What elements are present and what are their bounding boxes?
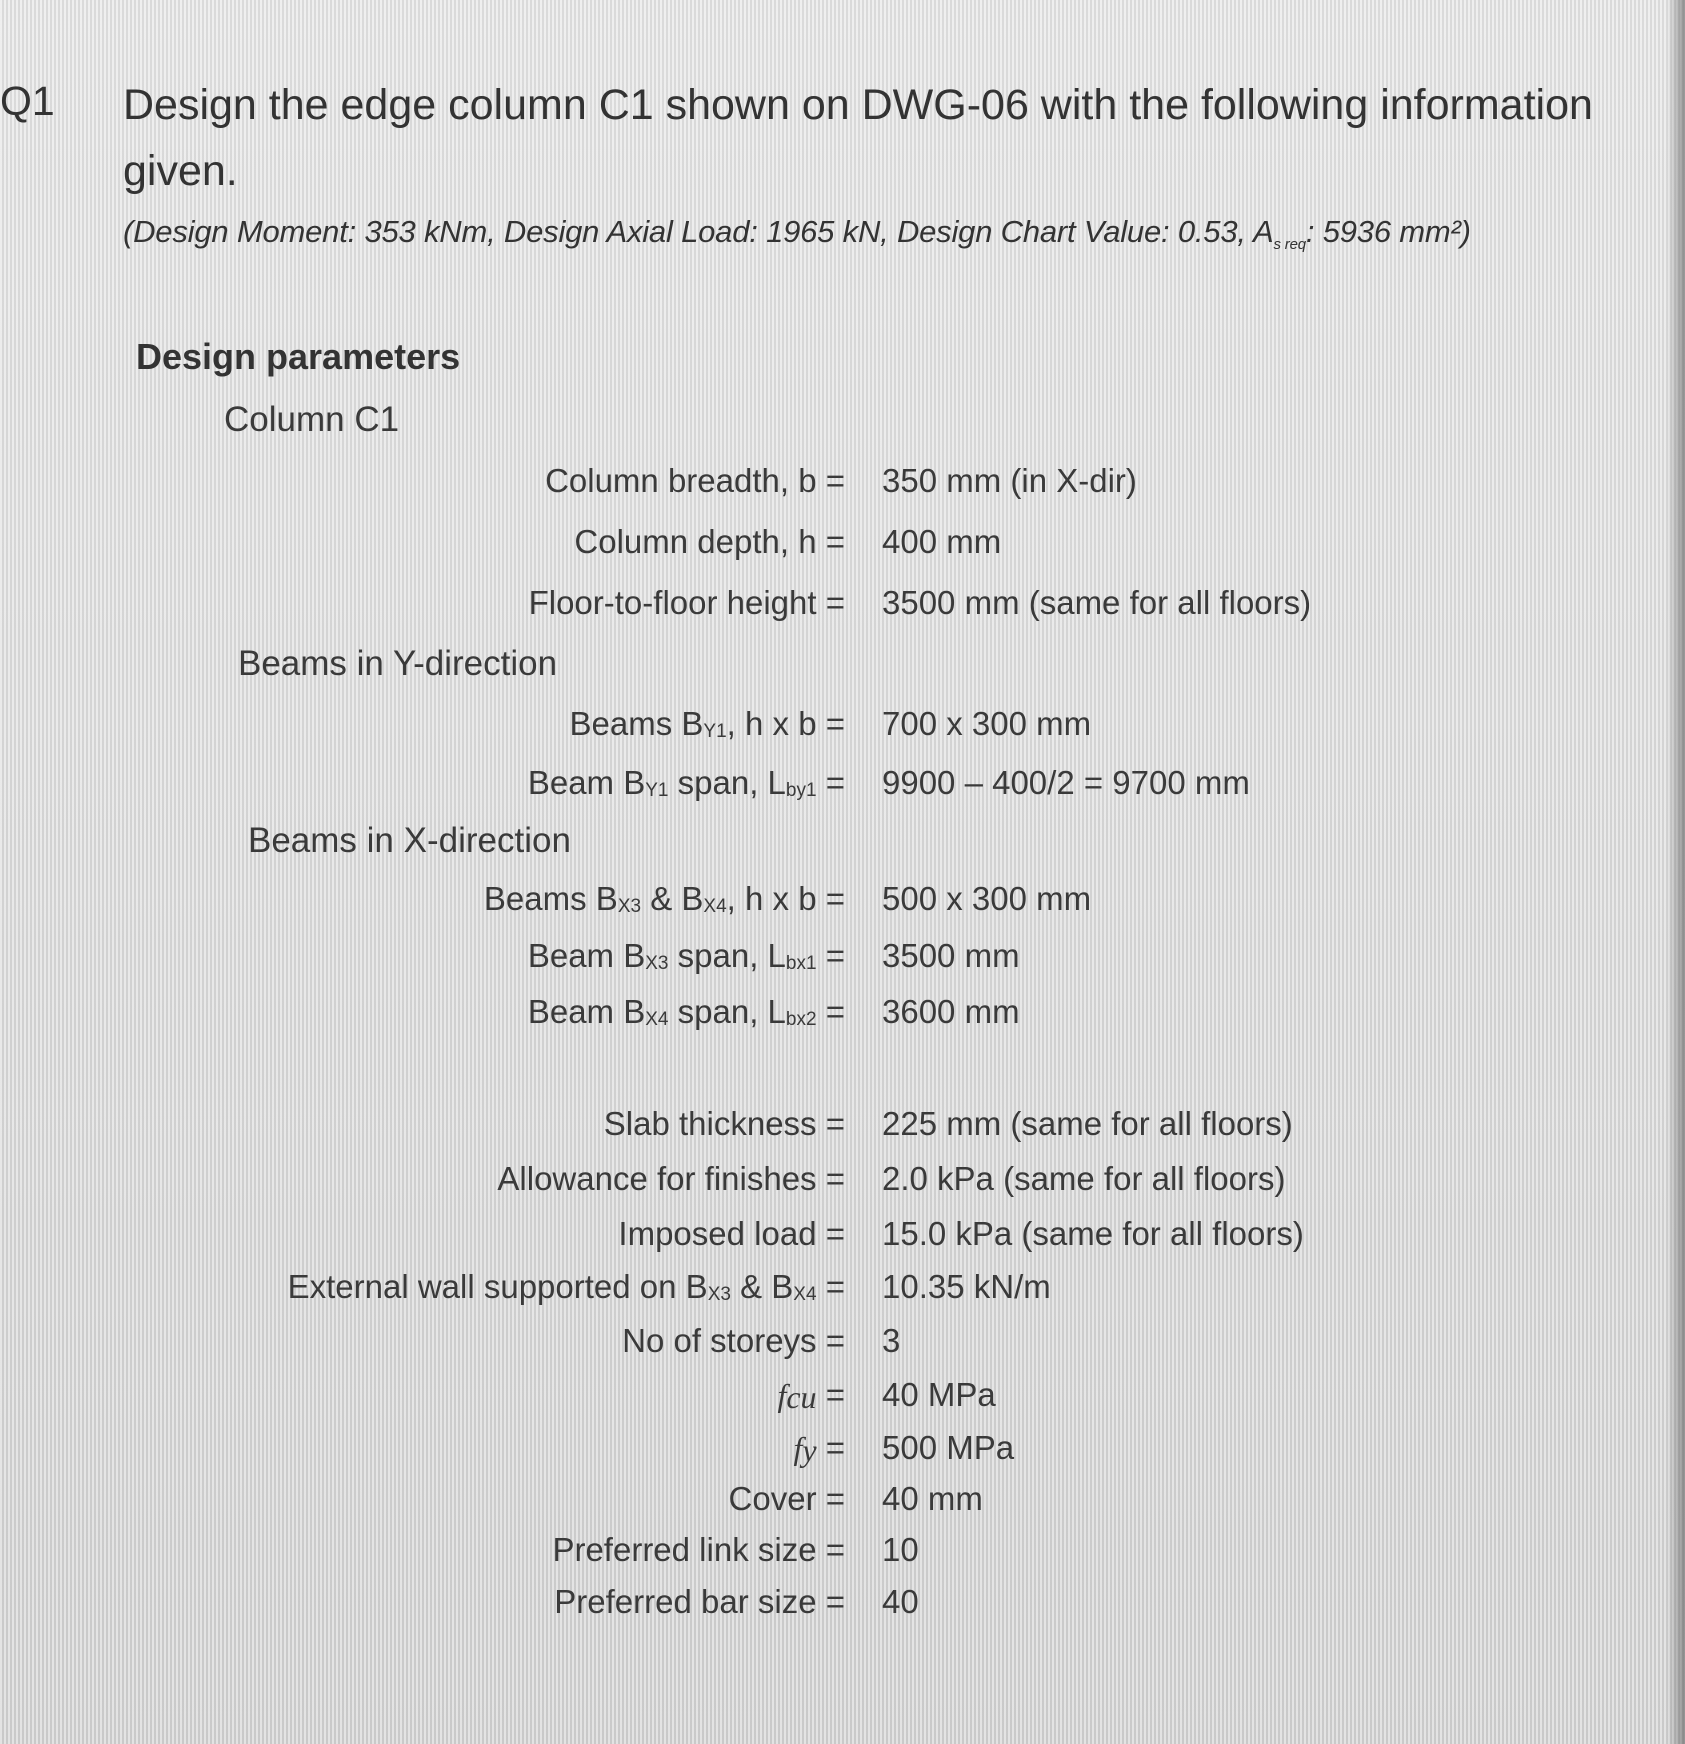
param-value: 3500 mm — [882, 937, 1020, 974]
param-value: 3500 mm (same for all floors) — [882, 584, 1312, 621]
beams-y-heading: Beams in Y-direction — [238, 644, 558, 683]
param-label: External wall supported on $B_{X3}$ & $B_{X4}$ = — [287, 1268, 845, 1305]
beams-x-heading: Beams in X-direction — [248, 821, 571, 860]
param-value: 40 MPa — [882, 1376, 996, 1413]
param-value: 40 — [882, 1583, 919, 1620]
param-label: Beam $B_{Y1}$ span, $L_{by1}$ = — [527, 764, 845, 801]
param-value: 9900 – 400/2 = 9700 mm — [882, 764, 1250, 801]
param-label: Preferred link size = — [552, 1531, 845, 1568]
param-label: Slab thickness = — [603, 1105, 845, 1142]
given-values-note — [123, 214, 1603, 253]
param-row — [0, 1268, 1685, 1312]
param-row — [0, 937, 1685, 981]
param-value: 225 mm (same for all floors) — [882, 1105, 1293, 1142]
param-row — [0, 1322, 1685, 1366]
param-label: No of storeys = — [622, 1322, 845, 1359]
param-row — [0, 584, 1685, 628]
param-value: 700 x 300 mm — [882, 705, 1092, 742]
param-row — [0, 1583, 1685, 1627]
param-row — [0, 1480, 1685, 1524]
param-value: 500 x 300 mm — [882, 880, 1092, 917]
question-title-line2: given. — [123, 147, 238, 195]
param-row — [0, 880, 1685, 924]
param-label: Beam $B_{X4}$ span, $L_{bx2}$ = — [527, 993, 845, 1030]
param-label: Cover = — [728, 1480, 845, 1517]
param-row — [0, 1376, 1685, 1420]
param-label: Allowance for finishes = — [497, 1160, 845, 1197]
param-row — [0, 1160, 1685, 1204]
param-row — [0, 462, 1685, 506]
param-row — [0, 705, 1685, 749]
param-label: Beams $B_{X3}$ & $B_{X4}$, h x b = — [483, 880, 845, 917]
param-value: 15.0 kPa (same for all floors) — [882, 1215, 1304, 1252]
param-label: Beam $B_{X3}$ span, $L_{bx1}$ = — [527, 937, 845, 974]
param-label: $f_y$ = — [793, 1429, 845, 1468]
param-label: Imposed load = — [618, 1215, 845, 1252]
param-row — [0, 523, 1685, 567]
param-value: 3600 mm — [882, 993, 1020, 1030]
param-row — [0, 764, 1685, 808]
param-row — [0, 1531, 1685, 1575]
question-title — [123, 72, 1603, 204]
question-title-line1: Design the edge column C1 shown on DWG-06 with the following information — [123, 81, 1593, 129]
design-parameters-heading: Design parameters — [136, 336, 461, 377]
param-value: 10.35 kN/m — [882, 1268, 1051, 1305]
param-label: Floor-to-floor height = — [528, 584, 845, 621]
param-label: Beams $B_{Y1}$, h x b = — [569, 705, 845, 742]
param-value: 2.0 kPa (same for all floors) — [882, 1160, 1286, 1197]
param-label: $f_{cu}$ = — [777, 1376, 845, 1415]
question-number: Q1 — [0, 78, 55, 124]
given-note-pre: (Design Moment: 353 kNm, Design Axial Load: 1965 kN, Design Chart Value: 0.53, A — [123, 214, 1274, 249]
param-row — [0, 1429, 1685, 1473]
given-note-post: : 5936 mm²) — [1305, 214, 1471, 249]
param-label: Column breadth, b = — [545, 462, 845, 499]
given-note-sub: s req — [1273, 236, 1306, 254]
param-label: Column depth, h = — [574, 523, 845, 560]
param-value: 350 mm (in X-dir) — [882, 462, 1137, 499]
param-row — [0, 1215, 1685, 1259]
param-value: 10 — [882, 1531, 919, 1568]
param-row — [0, 993, 1685, 1037]
param-value: 500 MPa — [882, 1429, 1015, 1466]
param-row — [0, 1105, 1685, 1149]
param-value: 3 — [882, 1322, 901, 1359]
param-value: 40 mm — [882, 1480, 983, 1517]
question-intro — [123, 72, 1603, 253]
param-label: Preferred bar size = — [554, 1583, 845, 1620]
param-value: 400 mm — [882, 523, 1002, 560]
column-c1-heading: Column C1 — [224, 400, 400, 439]
